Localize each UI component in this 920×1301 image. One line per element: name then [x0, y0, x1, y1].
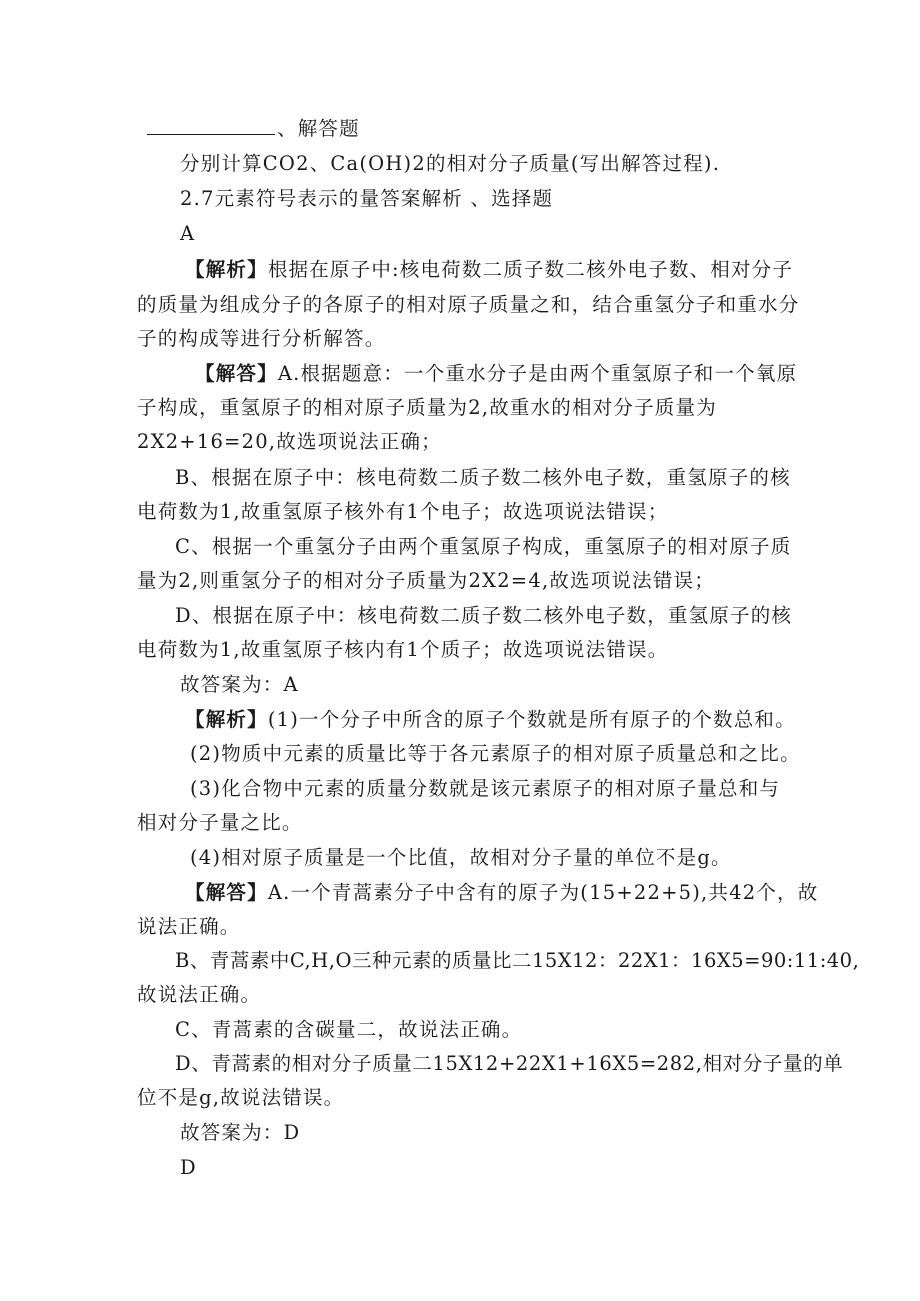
solution-tag: 【解答】 [195, 362, 278, 385]
analysis-tag: 【解析】 [185, 258, 268, 281]
text-line: C、根据一个重氢分子由两个重氢原子构成，重氢原子的相对原子质 [175, 535, 792, 558]
text-line: 的质量为组成分子的各原子的相对原子质量之和，结合重氢分子和重水分 [137, 293, 800, 316]
text-line: D、青蒿素的相对分子质量二15X12+22X1+16X5=282,相对分子量的单 [175, 1052, 844, 1075]
text-line: 2X2+16=20,故选项说法正确； [137, 430, 442, 453]
text-line: 故说法正确。 [137, 983, 262, 1006]
analysis-paragraph [185, 253, 793, 287]
text-line: 量为2,则重氢分子的相对分子质量为2X2=4,故选项说法错误； [137, 569, 715, 592]
text-line: (2)物质中元素的质量比等于各元素原子的相对原子质量总和之比。 [190, 742, 801, 765]
analysis-tag: 【解析】 [185, 708, 268, 731]
text-line: 子构成，重氢原子的相对原子质量为2,故重水的相对分子质量为 [137, 396, 717, 419]
text-line: 说法正确。 [137, 915, 241, 938]
text-line: B、根据在原子中：核电荷数二质子数二核外电子数，重氢原子的核 [175, 466, 791, 489]
text-line: 位不是g,故说法错误。 [137, 1086, 345, 1109]
question-line: 分别计算CO2、Ca(OH)2的相对分子质量(写出解答过程). [180, 152, 721, 175]
final-answer: 故答案为：A [180, 673, 299, 696]
text-line: A.一个青蒿素分子中含有的原子为(15+22+5),共42个，故 [267, 881, 819, 904]
solution-paragraph [185, 876, 818, 910]
section-heading [147, 112, 360, 146]
text-line: 根据在原子中:核电荷数二质子数二核外电子数、相对分子 [267, 258, 794, 281]
answer-choice: A [180, 222, 196, 245]
analysis-paragraph [185, 703, 796, 737]
text-line: (4)相对原子质量是一个比值，故相对分子量的单位不是g。 [190, 846, 732, 869]
answer-section-title: 2.7元素符号表示的量答案解析 、选择题 [180, 187, 554, 210]
solution-tag: 【解答】 [185, 881, 268, 904]
text-line: 电荷数为1,故重氢原子核外有1个电子；故选项说法错误； [137, 500, 669, 523]
text-line: A.根据题意：一个重水分子是由两个重氢原子和一个氧原 [277, 362, 798, 385]
text-line: 相对分子量之比。 [137, 811, 303, 834]
text-line: 子的构成等进行分析解答。 [137, 327, 386, 350]
answer-blank [147, 116, 275, 135]
text-line: 电荷数为1,故重氢原子核内有1个质子；故选项说法错误。 [137, 638, 669, 661]
text-line: D、根据在原子中：核电荷数二质子数二核外电子数，重氢原子的核 [175, 604, 793, 627]
text-line: C、青蒿素的含碳量二，故说法正确。 [175, 1018, 523, 1041]
text-line: B、青蒿素中C,H,O三种元素的质量比二15X12：22X1：16X5=90:11:40, [175, 949, 860, 972]
text-line: (1)一个分子中所含的原子个数就是所有原子的个数总和。 [267, 708, 796, 731]
text-line: (3)化合物中元素的质量分数就是该元素原子的相对原子量总和与 [190, 777, 781, 800]
answer-choice: D [180, 1156, 197, 1179]
final-answer: 故答案为：D [180, 1121, 301, 1144]
text-line: 、解答题 [277, 117, 360, 140]
solution-paragraph [195, 357, 797, 391]
